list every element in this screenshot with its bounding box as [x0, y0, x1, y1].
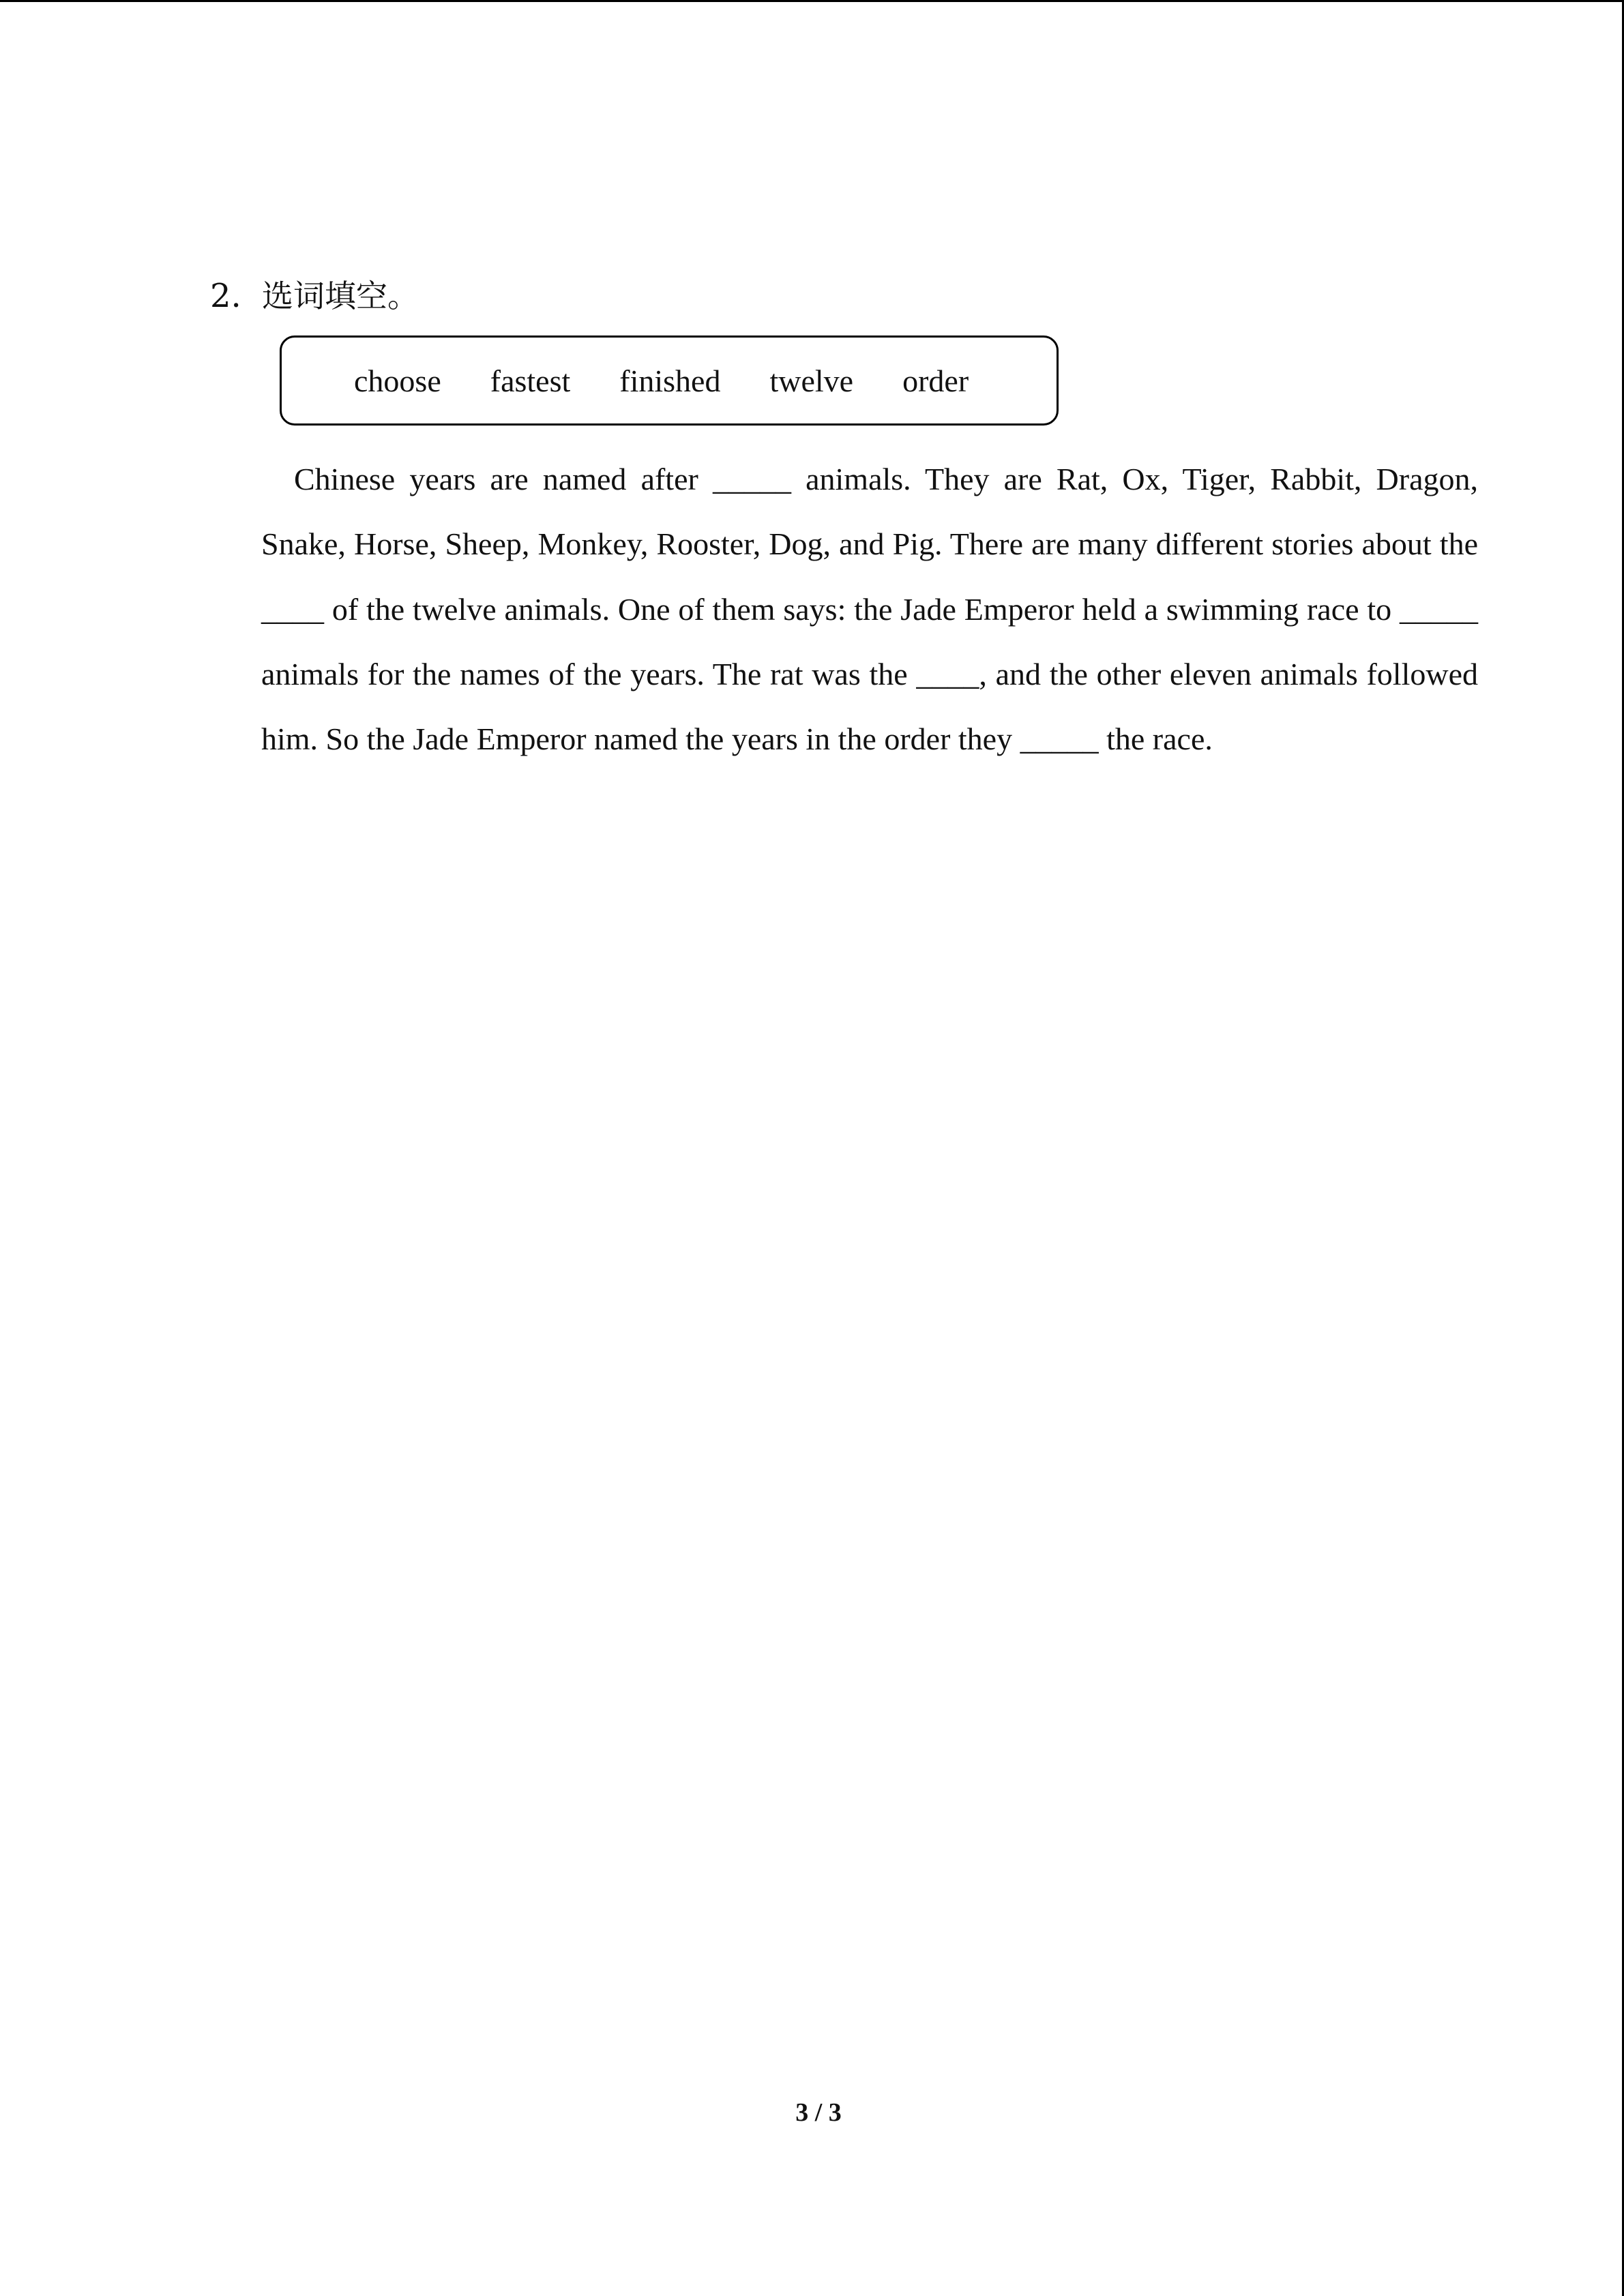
word-bank-item: choose — [354, 363, 441, 398]
word-bank-list — [354, 338, 969, 423]
question-instruction: 选词填空。 — [262, 278, 419, 314]
passage-text: Chinese years are named after _____ animals. They are Rat, Ox, Tiger, Rabbit, Dragon, Snake, Horse, Sheep, Monkey, Rooster, Dog, and Pig. There are many different stories about the ____ of the twelve animals. One of them says: the Jade Emperor held a swimming race to _____ animals for the names of the years. The rat was the ____, and the other eleven animals followed him. So the Jade Emperor named the years in the order they _____ the race. — [261, 462, 1478, 757]
page-number: 3 / 3 — [795, 2098, 842, 2127]
question-number: 2. — [210, 277, 241, 315]
word-bank-item: finished — [619, 363, 721, 398]
word-bank-item: fastest — [490, 363, 571, 398]
page-top-border — [0, 0, 1624, 2]
word-bank-box — [280, 336, 1059, 426]
word-bank-item: order — [902, 363, 969, 398]
question-heading — [210, 271, 419, 320]
word-bank-item: twelve — [769, 363, 854, 398]
